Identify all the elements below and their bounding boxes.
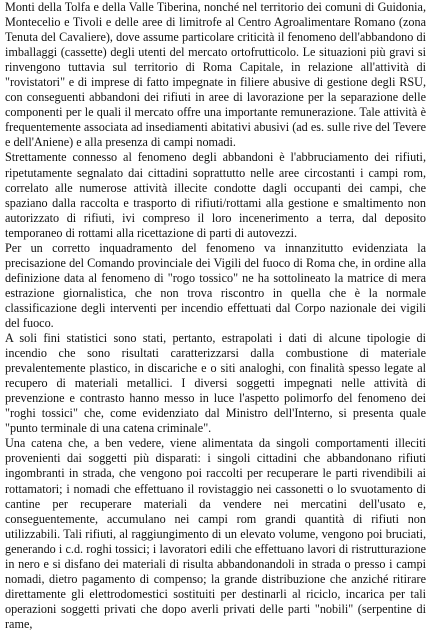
paragraph-5: Una catena che, a ben vedere, viene alimentata da singoli comportamenti illeciti provenienti dai soggetti più disparati: i singoli cittadini che abbandonano rifiuti ingombranti in strada, che vengono poi raccolti per recuperare le parti rivendibili ai rottamatori; i nomadi che effettuano il rovistaggio nei cassonetti o lo svuotamento di cantine per recuperare materiali da vendere nei mercatini dell'usato e, conseguentemente, accumulano nei campi rom grandi quantità di rifiuti non utilizzabili. Tali rifiuti, al raggiungimento di un elevato volume, vengono poi bruciati, generando i c.d. roghi tossici; i lavoratori edili che effettuano lavori di ristrutturazione in nero e si disfano dei materiali di risulta abbandonandoli in strada o presso i campi nomadi, dietro pagamento di compenso; la grande distribuzione che anziché ritirare direttamente gli elettrodomestici sostituiti per destinarli al riciclo, incarica per tali operazioni soggetti privati che dopo averli privati delle parti "nobili" (serpentine di rame, [5,436,426,631]
paragraph-2: Strettamente connesso al fenomeno degli abbandoni è l'abbruciamento dei rifiuti, ripetutamente segnalato dai cittadini soprattutto nelle aree circostanti i campi rom, correlato alle numerose attività illecite condotte dagli occupanti dei campi, che spaziano dalla raccolta e trasporto di rifiuti/rottami alla gestione e smaltimento non autorizzato di rifiuti, ivi compreso il loro incenerimento a terra, dal deposito temporaneo di rottami alla ricettazione di parti di autovezzi. [5,150,426,240]
paragraph-3: Per un corretto inquadramento del fenomeno va innanzitutto evidenziata la precisazione del Comando provinciale dei Vigili del fuoco di Roma che, in ordine alla definizione data al fenomeno di "rogo tossico" ne ha sottolineato la matrice di mera estrazione giornalistica, che non trova riscontro in quella che è la normale classificazione degli interventi per incendio effettuati dal Corpo nazionale dei vigili del fuoco. [5,240,426,330]
paragraph-4: A soli fini statistici sono stati, pertanto, estrapolati i dati di alcune tipologie di incendio che sono risultati caratterizzarsi dalla combustione di materiale prevalentemente plastico, in discariche e o siti analoghi, con finalità spesso legate al recupero di materiali metallici. I diversi soggetti impegnati nelle attività di prevenzione e contrasto hanno messo in luce l'aspetto polimorfo del fenomeno dei "roghi tossici" che, come evidenziato dal Ministro dell'Interno, si presenta quale "punto terminale di una catena criminale". [5,331,426,436]
paragraph-1: Monti della Tolfa e della Valle Tiberina, nonché nel territorio dei comuni di Guidonia, Montecelio e Tivoli e delle aree di limitrofe al Centro Agroalimentare Romano (zona Tenuta del Cavaliere), dove assume particolare criticità il fenomeno dell'abbandono di imballaggi (cassette) degli utenti del mercato ortofrutticolo. Le situazioni più gravi si rinvengono tuttavia sul territorio di Roma Capitale, in relazione all'attività di "rovistatori" e di imprese di fatto impegnate in filiere abusive di gestione degli RSU, con conseguenti abbandoni dei rifiuti in aree di lavorazione per la separazione delle componenti per le quali il mercato offre una importante remunerazione. Tale attività è frequentemente associata ad insediamenti abitativi abusivi (ad es. sulle rive del Tevere e dell'Aniene) e alla presenza di campi nomadi. [5,0,426,150]
